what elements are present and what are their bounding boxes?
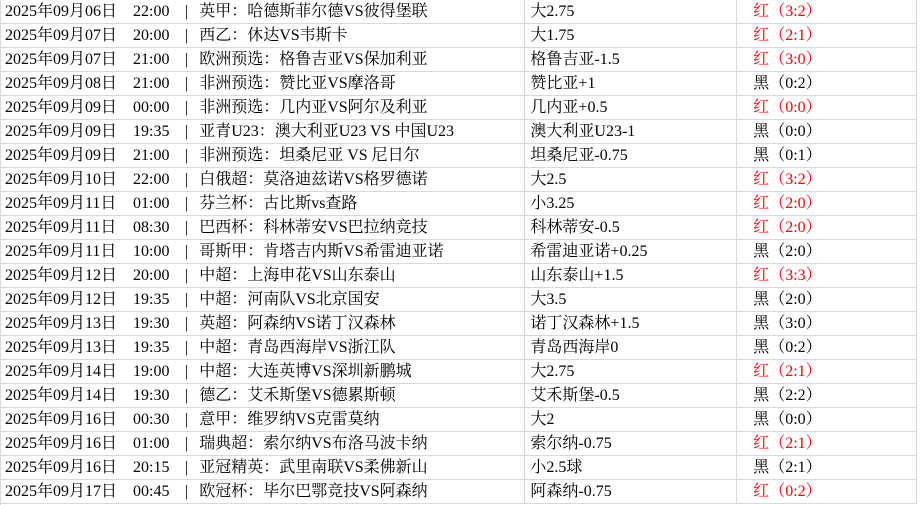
table-row — [1, 120, 917, 144]
match-name: 亚冠精英：武里南联VS柔佛新山 — [199, 459, 428, 476]
table-row — [1, 192, 917, 216]
table-row — [1, 432, 917, 456]
match-name: 瑞典超：索尔纳VS布洛马波卡纳 — [199, 435, 428, 452]
table-row — [1, 0, 917, 24]
match-date: 2025年09月13日 — [5, 339, 118, 356]
pick-cell: 阿森纳-0.75 — [525, 480, 737, 503]
match-name: 哥斯甲：肯塔吉内斯VS希雷迪亚诺 — [199, 243, 444, 260]
match-time: 19:30 — [133, 315, 170, 332]
table-row — [1, 480, 917, 504]
schedule-cell — [1, 144, 525, 167]
match-time: 22:00 — [133, 171, 170, 188]
match-date: 2025年09月07日 — [5, 51, 118, 68]
pick-cell: 赞比亚+1 — [525, 72, 737, 95]
separator-bar: | — [185, 363, 189, 380]
table-row — [1, 168, 917, 192]
result-cell: 红（3:2） — [737, 168, 917, 191]
schedule-cell — [1, 288, 525, 311]
match-time: 19:35 — [133, 123, 170, 140]
pick-cell: 大2.75 — [525, 360, 737, 383]
match-time: 21:00 — [133, 51, 170, 68]
match-date: 2025年09月14日 — [5, 387, 118, 404]
match-date: 2025年09月13日 — [5, 315, 118, 332]
result-cell: 黑（2:2） — [737, 384, 917, 407]
result-cell: 红（2:1） — [737, 360, 917, 383]
separator-bar: | — [185, 171, 189, 188]
schedule-cell — [1, 48, 525, 71]
match-name: 德乙：艾禾斯堡VS德累斯顿 — [199, 387, 396, 404]
match-time: 20:00 — [133, 27, 170, 44]
schedule-cell — [1, 120, 525, 143]
separator-bar: | — [185, 339, 189, 356]
result-cell: 黑（0:2） — [737, 72, 917, 95]
pick-cell: 格鲁吉亚-1.5 — [525, 48, 737, 71]
pick-cell: 大2.75 — [525, 0, 737, 23]
separator-bar: | — [185, 483, 189, 500]
match-date: 2025年09月09日 — [5, 123, 118, 140]
separator-bar: | — [185, 147, 189, 164]
separator-bar: | — [185, 243, 189, 260]
result-cell: 黑（0:1） — [737, 144, 917, 167]
match-time: 00:45 — [133, 483, 170, 500]
match-name: 非洲预选：坦桑尼亚 VS 尼日尔 — [199, 147, 420, 164]
match-name: 白俄超：莫洛迪兹诺VS格罗德诺 — [199, 171, 428, 188]
schedule-cell — [1, 216, 525, 239]
result-cell: 黑（2:0） — [737, 240, 917, 263]
match-date: 2025年09月07日 — [5, 27, 118, 44]
pick-cell: 青岛西海岸0 — [525, 336, 737, 359]
pick-cell: 大3.5 — [525, 288, 737, 311]
match-name: 英超：阿森纳VS诺丁汉森林 — [199, 315, 396, 332]
pick-cell: 科林蒂安-0.5 — [525, 216, 737, 239]
result-cell: 黑（0:0） — [737, 408, 917, 431]
result-cell: 黑（3:0） — [737, 312, 917, 335]
separator-bar: | — [185, 3, 189, 20]
match-name: 非洲预选：赞比亚VS摩洛哥 — [199, 75, 396, 92]
separator-bar: | — [185, 291, 189, 308]
schedule-cell — [1, 24, 525, 47]
match-name: 欧冠杯：毕尔巴鄂竞技VS阿森纳 — [199, 483, 428, 500]
match-time: 19:35 — [133, 291, 170, 308]
result-cell: 红（2:1） — [737, 432, 917, 455]
schedule-cell — [1, 96, 525, 119]
match-name: 巴西杯：科林蒂安VS巴拉纳竞技 — [199, 219, 428, 236]
result-cell: 黑（0:0） — [737, 120, 917, 143]
match-date: 2025年09月09日 — [5, 147, 118, 164]
match-time: 19:30 — [133, 387, 170, 404]
separator-bar: | — [185, 219, 189, 236]
result-cell: 红（0:2） — [737, 480, 917, 503]
schedule-cell — [1, 312, 525, 335]
result-cell: 红（3:3） — [737, 264, 917, 287]
separator-bar: | — [185, 387, 189, 404]
match-date: 2025年09月11日 — [5, 219, 117, 236]
match-name: 英甲：哈德斯菲尔德VS彼得堡联 — [199, 3, 428, 20]
pick-cell: 小2.5球 — [525, 456, 737, 479]
match-time: 21:00 — [133, 147, 170, 164]
table-row — [1, 48, 917, 72]
match-date: 2025年09月14日 — [5, 363, 118, 380]
match-time: 08:30 — [133, 219, 170, 236]
match-name: 中超：上海申花VS山东泰山 — [199, 267, 396, 284]
table-row — [1, 456, 917, 480]
result-cell: 红（2:0） — [737, 216, 917, 239]
match-name: 中超：青岛西海岸VS浙江队 — [199, 339, 396, 356]
match-date: 2025年09月06日 — [5, 3, 118, 20]
match-time: 00:00 — [133, 99, 170, 116]
match-name: 意甲：维罗纳VS克雷莫纳 — [199, 411, 380, 428]
separator-bar: | — [185, 459, 189, 476]
pick-cell: 几内亚+0.5 — [525, 96, 737, 119]
schedule-cell — [1, 72, 525, 95]
schedule-cell — [1, 0, 525, 23]
match-name: 芬兰杯：古比斯vs查路 — [199, 195, 358, 212]
match-time: 19:00 — [133, 363, 170, 380]
result-cell: 红（0:0） — [737, 96, 917, 119]
separator-bar: | — [185, 51, 189, 68]
table-row — [1, 336, 917, 360]
match-name: 西乙：休达VS韦斯卡 — [199, 27, 348, 44]
pick-cell: 希雷迪亚诺+0.25 — [525, 240, 737, 263]
pick-cell: 大1.75 — [525, 24, 737, 47]
match-name: 欧洲预选：格鲁吉亚VS保加利亚 — [199, 51, 428, 68]
schedule-cell — [1, 192, 525, 215]
result-cell: 红（3:2） — [737, 0, 917, 23]
schedule-cell — [1, 240, 525, 263]
match-time: 20:15 — [133, 459, 170, 476]
schedule-cell — [1, 384, 525, 407]
match-time: 00:30 — [133, 411, 170, 428]
schedule-cell — [1, 264, 525, 287]
pick-cell: 索尔纳-0.75 — [525, 432, 737, 455]
match-time: 21:00 — [133, 75, 170, 92]
match-date: 2025年09月12日 — [5, 267, 118, 284]
match-date: 2025年09月11日 — [5, 243, 117, 260]
schedule-cell — [1, 360, 525, 383]
table-row — [1, 96, 917, 120]
pick-cell: 澳大利亚U23-1 — [525, 120, 737, 143]
table-row — [1, 264, 917, 288]
pick-cell: 艾禾斯堡-0.5 — [525, 384, 737, 407]
match-time: 20:00 — [133, 267, 170, 284]
match-name: 中超：河南队VS北京国安 — [199, 291, 380, 308]
result-cell: 红（2:0） — [737, 192, 917, 215]
schedule-cell — [1, 456, 525, 479]
match-date: 2025年09月12日 — [5, 291, 118, 308]
separator-bar: | — [185, 411, 189, 428]
result-cell: 红（2:1） — [737, 24, 917, 47]
match-name: 非洲预选：几内亚VS阿尔及利亚 — [199, 99, 428, 116]
result-cell: 黑（2:1） — [737, 456, 917, 479]
table-row — [1, 360, 917, 384]
table-row — [1, 384, 917, 408]
pick-cell: 大2 — [525, 408, 737, 431]
pick-cell: 大2.5 — [525, 168, 737, 191]
pick-cell: 诺丁汉森林+1.5 — [525, 312, 737, 335]
table-row — [1, 312, 917, 336]
match-time: 01:00 — [133, 435, 170, 452]
separator-bar: | — [185, 75, 189, 92]
result-cell: 黑（2:0） — [737, 288, 917, 311]
separator-bar: | — [185, 99, 189, 116]
match-time: 01:00 — [133, 195, 170, 212]
result-cell: 黑（0:2） — [737, 336, 917, 359]
schedule-cell — [1, 408, 525, 431]
match-date: 2025年09月16日 — [5, 459, 118, 476]
separator-bar: | — [185, 435, 189, 452]
table-row — [1, 72, 917, 96]
match-time: 10:00 — [133, 243, 170, 260]
match-date: 2025年09月17日 — [5, 483, 118, 500]
table-row — [1, 288, 917, 312]
match-date: 2025年09月08日 — [5, 75, 118, 92]
match-name: 中超：大连英博VS深圳新鹏城 — [199, 363, 412, 380]
match-date: 2025年09月16日 — [5, 435, 118, 452]
match-date: 2025年09月09日 — [5, 99, 118, 116]
pick-cell: 坦桑尼亚-0.75 — [525, 144, 737, 167]
match-date: 2025年09月16日 — [5, 411, 118, 428]
schedule-cell — [1, 168, 525, 191]
match-name: 亚青U23：澳大利亚U23 VS 中国U23 — [199, 123, 455, 140]
pick-cell: 山东泰山+1.5 — [525, 264, 737, 287]
separator-bar: | — [185, 315, 189, 332]
table-row — [1, 24, 917, 48]
match-date: 2025年09月10日 — [5, 171, 118, 188]
table-row — [1, 216, 917, 240]
schedule-cell — [1, 432, 525, 455]
pick-cell: 小3.25 — [525, 192, 737, 215]
table-row — [1, 240, 917, 264]
separator-bar: | — [185, 27, 189, 44]
schedule-cell — [1, 336, 525, 359]
match-time: 22:00 — [133, 3, 170, 20]
result-cell: 红（3:0） — [737, 48, 917, 71]
table-row — [1, 144, 917, 168]
separator-bar: | — [185, 267, 189, 284]
match-time: 19:35 — [133, 339, 170, 356]
separator-bar: | — [185, 123, 189, 140]
schedule-cell — [1, 480, 525, 503]
table-row — [1, 408, 917, 432]
separator-bar: | — [185, 195, 189, 212]
match-date: 2025年09月11日 — [5, 195, 117, 212]
